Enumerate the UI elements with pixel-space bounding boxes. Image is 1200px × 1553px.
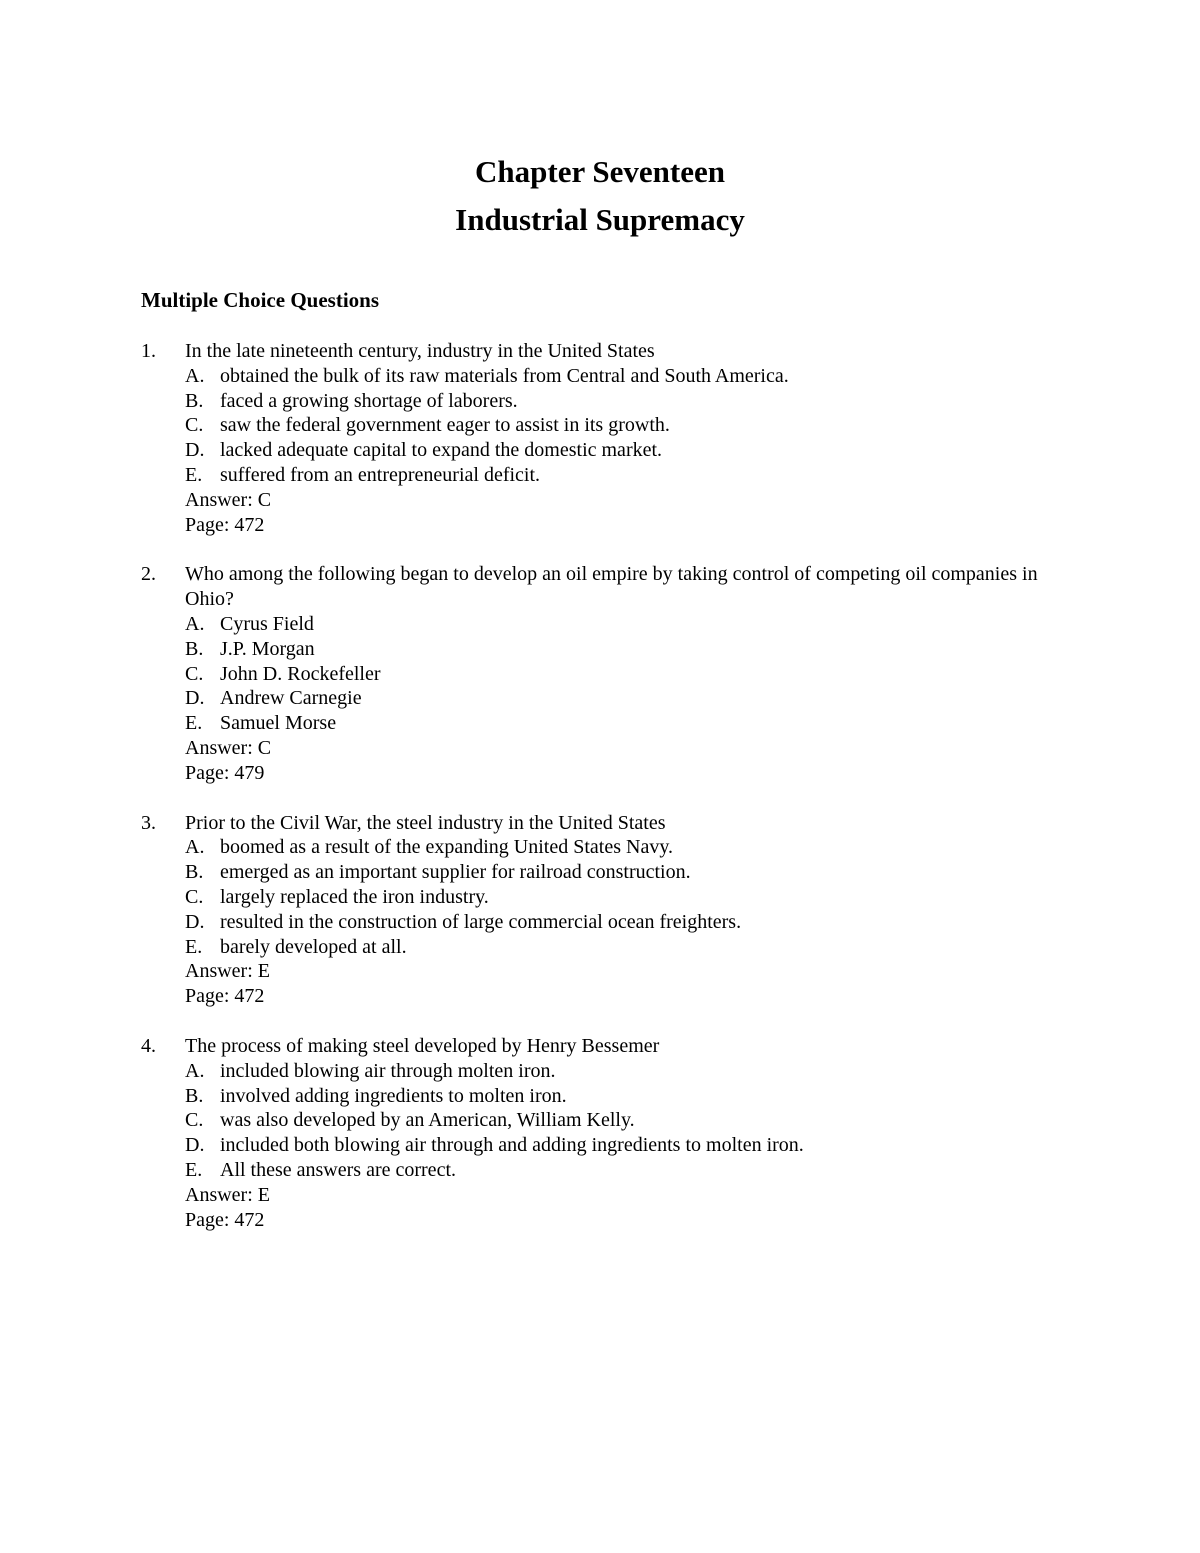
choice-text: Cyrus Field <box>220 612 314 635</box>
choice-letter: A. <box>185 1059 205 1082</box>
page-reference: Page: 472 <box>185 513 265 536</box>
choice-item <box>185 1059 1091 1084</box>
question-stem: In the late nineteenth century, industry in the United States <box>185 340 655 362</box>
choice-item <box>185 364 1091 389</box>
choice-letter: B. <box>185 637 204 660</box>
question-number: 2. <box>141 563 156 586</box>
question-number: 4. <box>141 1034 156 1057</box>
choice-letter: E. <box>185 463 203 486</box>
choice-item <box>185 1158 1091 1183</box>
question-stem: The process of making steel developed by Henry Bessemer <box>185 1034 660 1057</box>
choice-text: barely developed at all. <box>220 935 407 958</box>
question-item <box>141 1034 1091 1232</box>
choice-text: J.P. Morgan <box>220 637 315 660</box>
choice-text: boomed as a result of the expanding United States Navy. <box>220 836 674 859</box>
answer-key: Answer: C <box>185 736 272 759</box>
choice-item <box>185 612 1091 637</box>
question-stem: Prior to the Civil War, the steel industry in the United States <box>185 811 666 834</box>
choice-letter: E. <box>185 712 203 735</box>
choice-item <box>185 1108 1091 1133</box>
choice-text: suffered from an entrepreneurial deficit. <box>220 463 541 486</box>
choice-text: included both blowing air through and adding ingredients to molten iron. <box>220 1134 804 1157</box>
choice-letter: B. <box>185 861 204 884</box>
choice-letter: A. <box>185 612 205 635</box>
question-stem: Who among the following began to develop an oil empire by taking control of competing oil companies in Ohio? <box>185 563 1038 611</box>
choice-text: obtained the bulk of its raw materials from Central and South America. <box>220 364 789 387</box>
choice-letter: B. <box>185 389 204 412</box>
choice-item <box>185 637 1091 662</box>
choice-text: was also developed by an American, William Kelly. <box>220 1109 635 1132</box>
question-item <box>141 811 1091 1009</box>
choice-text: All these answers are correct. <box>220 1158 456 1181</box>
choice-item <box>185 413 1091 438</box>
choice-item <box>185 1133 1091 1158</box>
choice-item <box>185 662 1091 687</box>
choice-text: resulted in the construction of large commercial ocean freighters. <box>220 910 742 933</box>
chapter-title: Chapter Seventeen <box>475 154 725 189</box>
question-list <box>141 339 1091 1257</box>
choice-text: Samuel Morse <box>220 712 337 735</box>
choice-text: lacked adequate capital to expand the domestic market. <box>220 439 663 462</box>
choice-list <box>185 835 1091 959</box>
choice-letter: C. <box>185 414 204 437</box>
chapter-subtitle: Industrial Supremacy <box>455 202 745 237</box>
choice-letter: C. <box>185 1109 204 1132</box>
choice-letter: D. <box>185 1134 205 1157</box>
choice-letter: A. <box>185 836 205 859</box>
choice-item <box>185 1084 1091 1109</box>
choice-letter: A. <box>185 364 205 387</box>
choice-text: emerged as an important supplier for railroad construction. <box>220 861 691 884</box>
choice-letter: D. <box>185 910 205 933</box>
choice-list <box>185 1059 1091 1183</box>
choice-item <box>185 910 1091 935</box>
answer-key: Answer: E <box>185 1183 270 1206</box>
answer-key: Answer: E <box>185 960 270 983</box>
choice-item <box>185 438 1091 463</box>
choice-text: faced a growing shortage of laborers. <box>220 389 518 412</box>
choice-text: largely replaced the iron industry. <box>220 885 489 908</box>
page-reference: Page: 479 <box>185 761 265 784</box>
choice-letter: D. <box>185 687 205 710</box>
choice-item <box>185 686 1091 711</box>
question-number: 3. <box>141 811 156 834</box>
page-reference: Page: 472 <box>185 1208 265 1231</box>
choice-item <box>185 860 1091 885</box>
choice-text: involved adding ingredients to molten iron. <box>220 1084 567 1107</box>
choice-text: Andrew Carnegie <box>220 687 362 710</box>
choice-letter: C. <box>185 885 204 908</box>
choice-item <box>185 885 1091 910</box>
choice-item <box>185 711 1091 736</box>
choice-letter: E. <box>185 1158 203 1181</box>
page-reference: Page: 472 <box>185 985 265 1008</box>
answer-key: Answer: C <box>185 488 272 511</box>
choice-item <box>185 935 1091 960</box>
choice-letter: B. <box>185 1084 204 1107</box>
question-item <box>141 562 1091 785</box>
choice-item <box>185 463 1091 488</box>
question-item <box>141 339 1091 537</box>
choice-letter: D. <box>185 439 205 462</box>
choice-item <box>185 835 1091 860</box>
choice-letter: C. <box>185 662 204 685</box>
choice-item <box>185 389 1091 414</box>
choice-text: John D. Rockefeller <box>220 662 381 685</box>
choice-letter: E. <box>185 935 203 958</box>
question-number: 1. <box>141 340 156 362</box>
choice-text: included blowing air through molten iron. <box>220 1059 556 1082</box>
choice-text: saw the federal government eager to assist in its growth. <box>220 414 670 437</box>
choice-list <box>185 364 1091 488</box>
section-heading: Multiple Choice Questions <box>141 288 380 312</box>
choice-list <box>185 612 1091 736</box>
